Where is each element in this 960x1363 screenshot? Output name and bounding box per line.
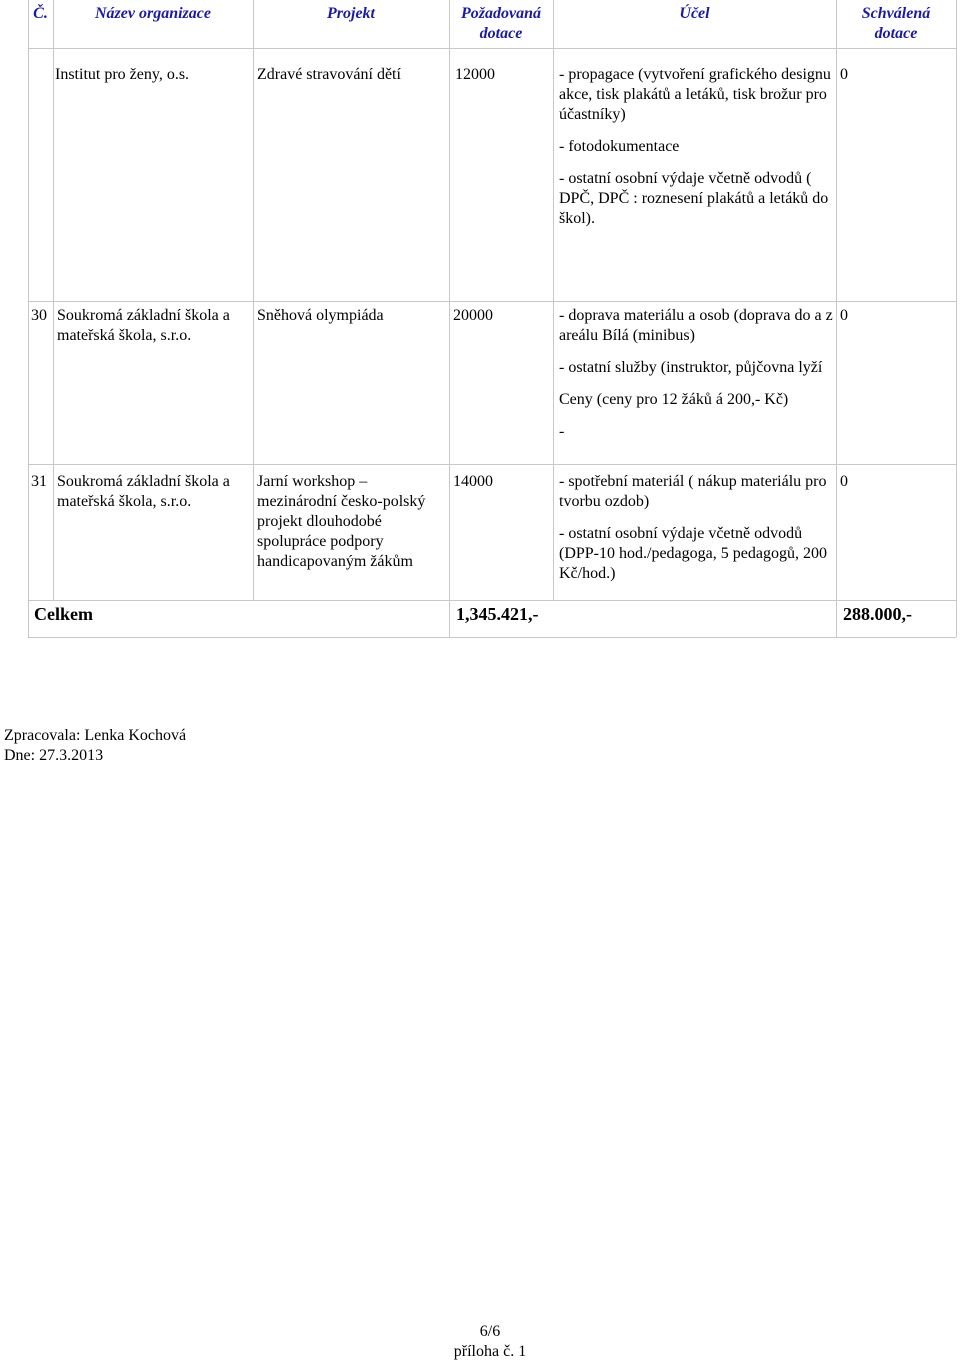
row-divider: [28, 600, 956, 601]
row-3-approved: 0: [840, 473, 848, 490]
row-3-organization: Soukromá základní škola a mateřská škola, s.r.o.: [57, 473, 230, 510]
row-1-requested: 12000: [455, 66, 495, 83]
header-approved: [836, 4, 956, 44]
header-requested-line2: dotace: [479, 25, 523, 42]
row-3-purpose: [559, 472, 834, 596]
purpose-item: - ostatní služby (instruktor, půjčovna lyží: [559, 359, 823, 376]
header-organization: Název organizace: [95, 5, 211, 22]
row-1-project: Zdravé stravování dětí: [257, 66, 401, 83]
header-number: Č.: [33, 5, 48, 22]
table-border-right: [956, 0, 957, 637]
purpose-item: - ostatní osobní výdaje včetně odvodů (DPP-10 hod./pedagoga, 5 pedagogů, 200 Kč/hod.): [559, 525, 827, 582]
header-approved-line1: Schválená: [861, 5, 931, 22]
row-3-number: 31: [31, 473, 47, 490]
purpose-item: - spotřební materiál ( nákup materiálu pro tvorbu ozdob): [559, 473, 827, 510]
table-border-left: [28, 0, 29, 637]
row-2-organization: Soukromá základní škola a mateřská škola, s.r.o.: [57, 307, 230, 344]
header-project: Projekt: [327, 5, 375, 22]
row-divider: [28, 301, 956, 302]
row-divider: [28, 464, 956, 465]
row-1-purpose: [559, 65, 834, 241]
row-3-requested: 14000: [453, 473, 493, 490]
row-1-organization: Institut pro ženy, o.s.: [55, 66, 190, 83]
header-requested-line1: Požadovaná: [461, 5, 541, 22]
annex-label: příloha č. 1: [453, 1343, 527, 1360]
purpose-item: - doprava materiálu a osob (doprava do a z areálu Bílá (minibus): [559, 307, 833, 344]
table-border-bottom: [28, 637, 956, 638]
purpose-item: - propagace (vytvoření grafického designu akce, tisk plakátů a letáků, tisk brožur pro účastníky): [559, 66, 831, 123]
row-2-requested: 20000: [453, 307, 493, 324]
header-purpose: Účel: [679, 5, 710, 22]
column-divider: [449, 0, 450, 637]
purpose-item: -: [559, 423, 565, 440]
row-divider: [28, 48, 956, 49]
row-2-approved: 0: [840, 307, 848, 324]
prepared-by: Zpracovala: Lenka Kochová: [4, 727, 187, 744]
total-approved: 288.000,-: [843, 604, 912, 624]
row-2-purpose: [559, 306, 834, 454]
purpose-item: - fotodokumentace: [559, 138, 680, 155]
row-2-number: 30: [31, 307, 47, 324]
purpose-item: Ceny (ceny pro 12 žáků á 200,- Kč): [559, 391, 789, 408]
purpose-item: - ostatní osobní výdaje včetně odvodů ( DPČ, DPČ : roznesení plakátů a letáků do škol).: [559, 170, 829, 227]
header-approved-line2: dotace: [874, 25, 918, 42]
total-requested: 1,345.421,-: [456, 604, 539, 624]
total-label: Celkem: [34, 604, 93, 624]
column-divider: [553, 0, 554, 600]
row-2-project: Sněhová olympiáda: [257, 307, 384, 324]
column-divider: [836, 0, 837, 637]
row-3-project: Jarní workshop – mezinárodní česko-polský projekt dlouhodobé spolupráce podpory handicapovaným žákům: [257, 473, 426, 570]
column-divider: [53, 0, 54, 600]
page-number: 6/6: [479, 1323, 501, 1340]
row-1-approved: 0: [840, 66, 848, 83]
column-divider: [253, 0, 254, 600]
header-requested: [449, 4, 553, 44]
date: Dne: 27.3.2013: [4, 747, 104, 764]
